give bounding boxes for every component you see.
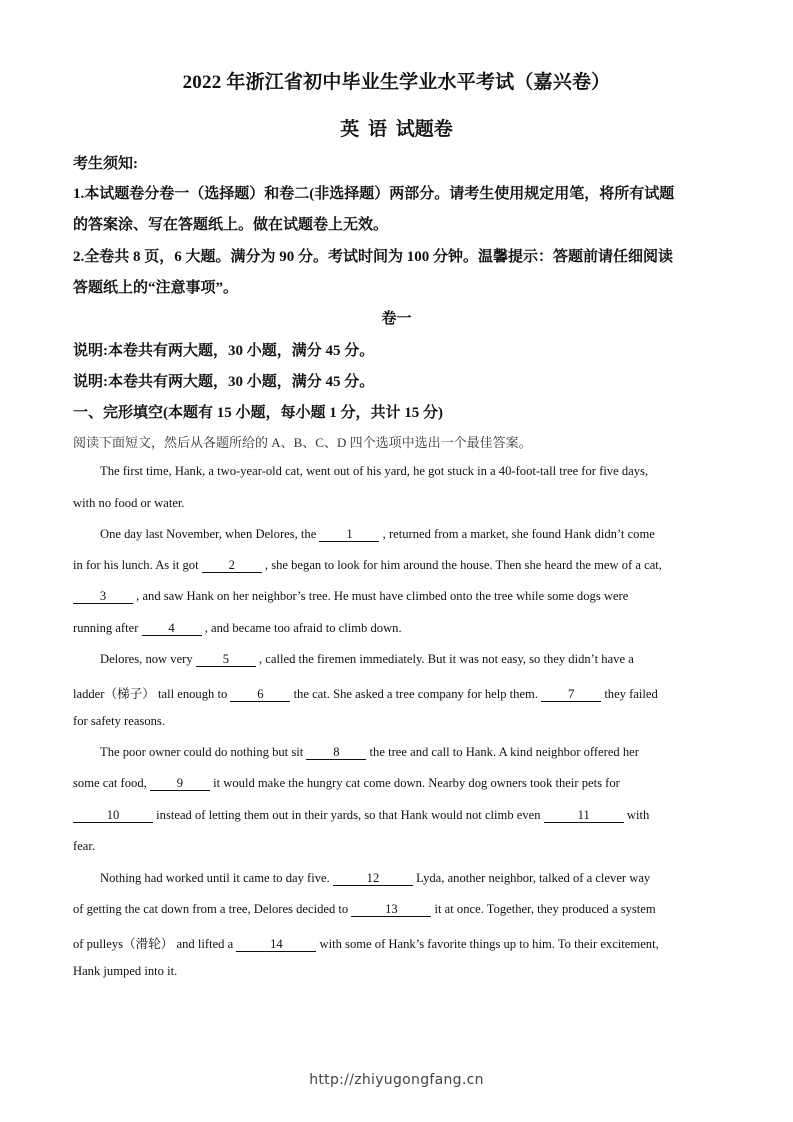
answer-blank-11: 11 [544, 809, 624, 823]
footer-url: http://zhiyugongfang.cn [309, 1072, 484, 1088]
passage-line: for safety reasons. [73, 714, 165, 728]
answer-blank-12: 12 [333, 872, 413, 886]
passage-text: , she began to look for him around the house. Then she heard the mew of a cat, [264, 558, 662, 572]
passage-line [73, 589, 628, 604]
passage-text: of getting the cat down from a tree, Delores decided to [73, 902, 349, 916]
answer-blank-3: 3 [73, 590, 133, 604]
passage-line: Hank jumped into it. [73, 964, 178, 978]
answer-blank-9: 9 [150, 777, 210, 791]
passage-text: with [626, 808, 650, 822]
passage-text: some cat food, [73, 776, 147, 790]
passage-text: of pulleys（滑轮） and lifted a [73, 937, 234, 951]
passage-text: The poor owner could do nothing but sit [100, 745, 304, 759]
notice-item2-line1: 2.全卷共 8 页，6 大题。满分为 90 分。考试时间为 100 分钟。温馨提示：答题前请任细阅读 [73, 249, 674, 265]
passage-line [73, 621, 402, 636]
passage-text: Nothing had worked until it came to day five. [100, 871, 330, 885]
passage-text: in for his lunch. As it got [73, 558, 199, 572]
exam-title: 2022 年浙江省初中毕业生学业水平考试（嘉兴卷） [182, 72, 611, 93]
section-instruction: 阅读下面短文，然后从各题所给的 A、B、C、D 四个选项中选出一个最佳答案。 [73, 435, 532, 450]
passage-text: Delores, now very [100, 652, 193, 666]
notice-item1-line2: 的答案涂、写在答题纸上。做在试题卷上无效。 [73, 217, 389, 233]
passage-line [73, 683, 658, 702]
answer-blank-13: 13 [351, 903, 431, 917]
passage-text: it would make the hungry cat come down. Nearby dog owners took their pets for [213, 776, 620, 790]
answer-blank-5: 5 [196, 653, 256, 667]
answer-blank-6: 6 [230, 688, 290, 702]
passage-text: they failed [604, 687, 658, 701]
answer-blank-8: 8 [306, 746, 366, 760]
passage-line [100, 527, 655, 542]
section-title: 一、完形填空(本题有 15 小题，每小题 1 分，共计 15 分) [73, 405, 443, 421]
passage-text: with some of Hank’s favorite things up to him. To their excitement, [319, 937, 659, 951]
passage-text: , returned from a market, she found Hank didn’t come [382, 527, 655, 541]
passage-line [100, 745, 639, 760]
notice-item1-line1: 1.本试题卷分卷一（选择题）和卷二(非选择题）两部分。请考生使用规定用笔，将所有试题 [73, 186, 675, 202]
notice-item2-line2: 答题纸上的“注意事项”。 [73, 280, 239, 296]
passage-line [100, 871, 650, 886]
answer-blank-10: 10 [73, 809, 153, 823]
passage-line [73, 776, 620, 791]
passage-text: ladder（梯子） tall enough to [73, 687, 228, 701]
exam-subtitle: 英 语 试题卷 [340, 119, 453, 140]
volume-heading: 卷一 [381, 311, 412, 327]
passage-text: instead of letting them out in their yards, so that Hank would not climb even [156, 808, 541, 822]
passage-text: running after [73, 621, 139, 635]
passage-text: , and saw Hank on her neighbor’s tree. He must have climbed onto the tree while some dogs were [136, 589, 629, 603]
passage-line: fear. [73, 839, 96, 853]
passage-line [73, 902, 656, 917]
answer-blank-7: 7 [541, 688, 601, 702]
explain-line-2: 说明:本卷共有两大题，30 小题，满分 45 分。 [73, 374, 375, 390]
passage-line: The first time, Hank, a two-year-old cat, went out of his yard, he got stuck in a 40-foot-tall tree for five days, [100, 464, 649, 478]
passage-text: One day last November, when Delores, the [100, 527, 317, 541]
passage-text: Lyda, another neighbor, talked of a clever way [416, 871, 651, 885]
passage-line: with no food or water. [73, 496, 185, 510]
notice-heading: 考生须知: [73, 156, 138, 172]
passage-text: , and became too afraid to climb down. [204, 621, 402, 635]
passage-line [73, 933, 659, 952]
explain-line-1: 说明:本卷共有两大题，30 小题，满分 45 分。 [73, 343, 375, 359]
passage-text: the cat. She asked a tree company for help them. [293, 687, 538, 701]
answer-blank-4: 4 [142, 622, 202, 636]
passage-line [73, 558, 662, 573]
passage-line [100, 652, 634, 667]
answer-blank-14: 14 [236, 938, 316, 952]
passage-line [73, 808, 649, 823]
answer-blank-2: 2 [202, 559, 262, 573]
answer-blank-1: 1 [319, 528, 379, 542]
passage-text: the tree and call to Hank. A kind neighbor offered her [369, 745, 639, 759]
passage-text: it at once. Together, they produced a system [434, 902, 656, 916]
passage-text: , called the firemen immediately. But it was not easy, so they didn’t have a [259, 652, 634, 666]
